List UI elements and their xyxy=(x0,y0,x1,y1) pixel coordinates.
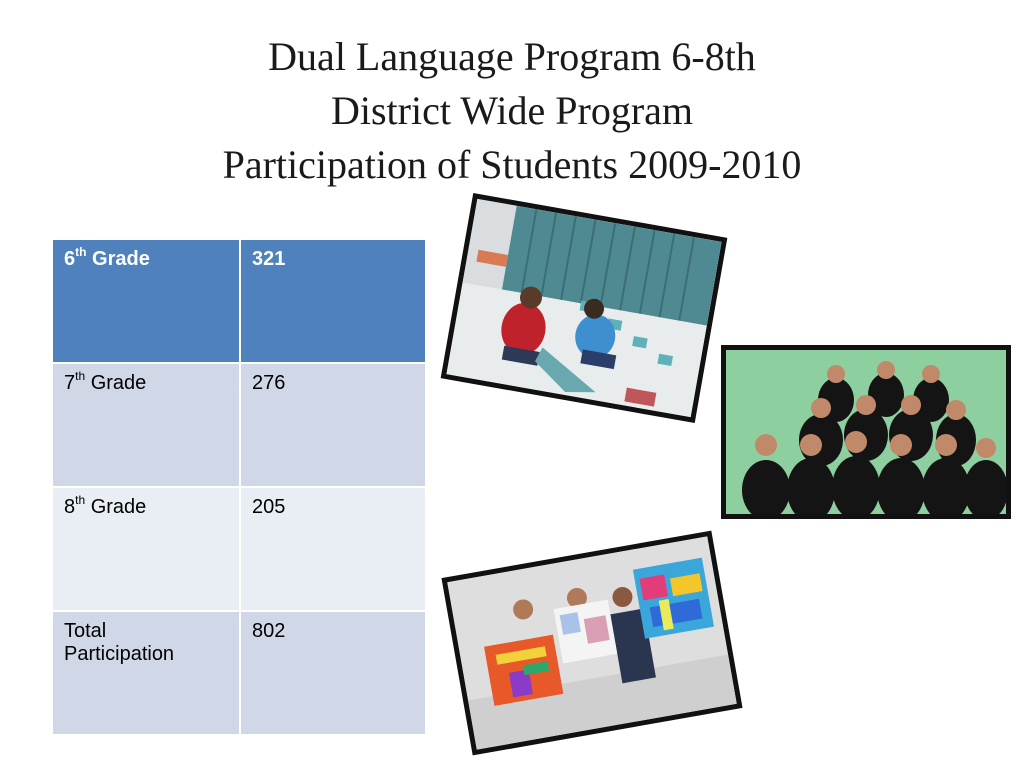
count-cell: 321 xyxy=(240,239,426,363)
title-line-1: Dual Language Program 6-8th xyxy=(268,34,756,79)
table-row xyxy=(52,487,426,611)
title-line-3: Participation of Students 2009-2010 xyxy=(222,142,802,187)
table-row xyxy=(52,363,426,487)
table-row xyxy=(52,239,426,363)
count-cell: 276 xyxy=(240,363,426,487)
grade-cell: 8th Grade xyxy=(52,487,240,611)
count-cell: 205 xyxy=(240,487,426,611)
grade-cell: 6th Grade xyxy=(52,239,240,363)
photo-student-group xyxy=(721,345,1011,519)
photo-students-artwork xyxy=(441,531,742,756)
table-row xyxy=(52,611,426,735)
photo-hallway-students xyxy=(441,193,728,423)
title-line-2: District Wide Program xyxy=(330,88,694,133)
participation-table xyxy=(51,238,427,736)
count-cell: 802 xyxy=(240,611,426,735)
slide-title xyxy=(0,30,1024,192)
total-label-cell: Total Participation xyxy=(52,611,240,735)
grade-cell: 7th Grade xyxy=(52,363,240,487)
